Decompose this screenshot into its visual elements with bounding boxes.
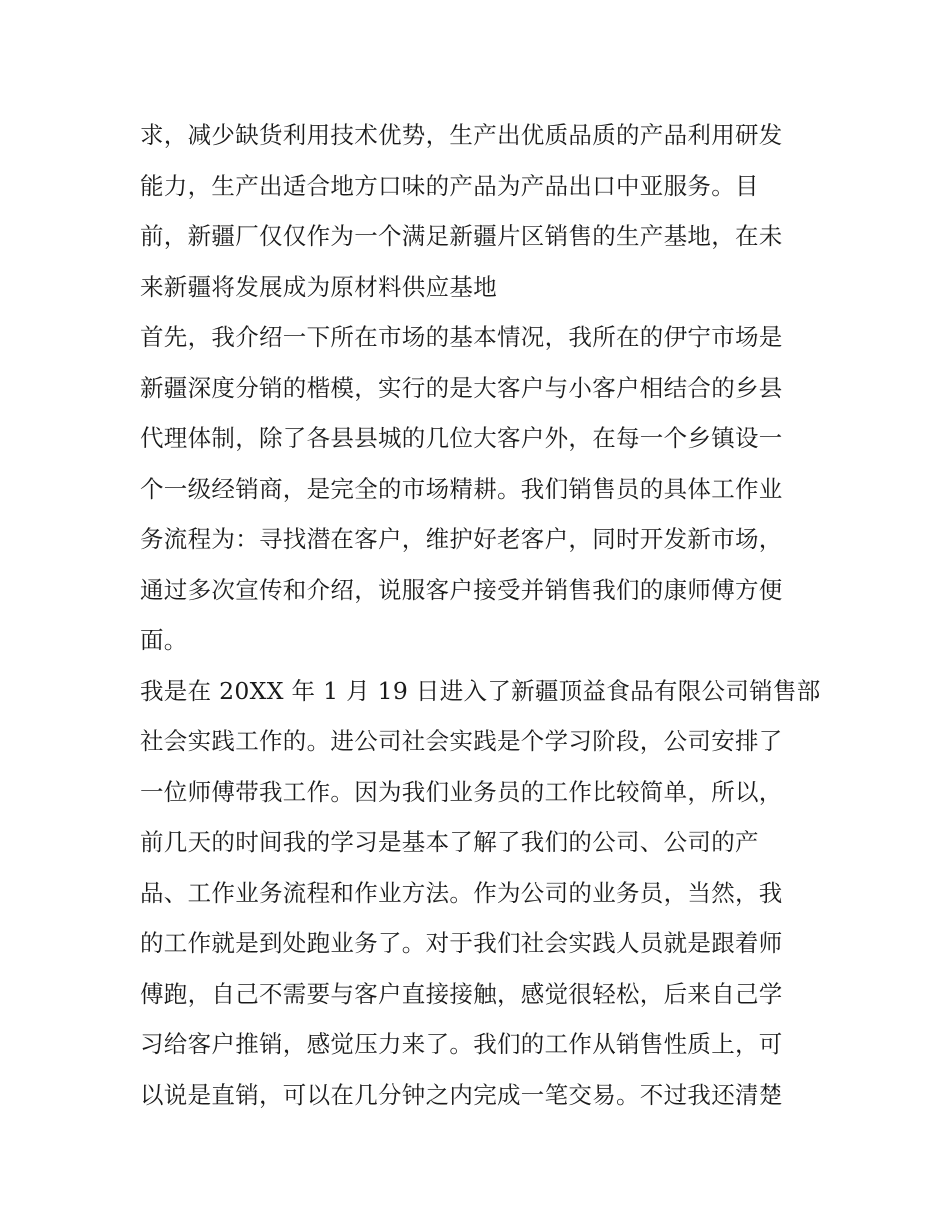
text-line: 个一级经销商，是完全的市场精耕。我们销售员的具体工作业 [140,474,783,503]
text-line: 新疆深度分销的楷模，实行的是大客户与小客户相结合的乡县 [140,373,783,402]
text-line: 前几天的时间我的学习是基本了解了我们的公司、公司的产 [140,828,759,856]
text-line: 通过多次宣传和介绍，说服客户接受并销售我们的康师傅方便 [140,575,783,604]
text-line: 前，新疆厂仅仅作为一个满足新疆片区销售的生产基地，在未 [140,222,783,250]
text-line: 一位师傅带我工作。因为我们业务员的工作比较简单，所以， [140,777,783,806]
text-line: 首先，我介绍一下所在市场的基本情况，我所在的伊宁市场是 [140,323,783,351]
text-line: 品、工作业务流程和作业方法。作为公司的业务员，当然，我 [140,878,783,907]
text-line: 社会实践工作的。进公司社会实践是个学习阶段，公司安排了 [140,727,783,755]
text-line: 习给客户推销，感觉压力来了。我们的工作从销售性质上，可 [140,1030,783,1058]
body-text [140,110,820,1120]
text-line: 能力，生产出适合地方口味的产品为产品出口中亚服务。目 [140,171,759,200]
text-line: 以说是直销，可以在几分钟之内完成一笔交易。不过我还清楚 [140,1080,783,1109]
text-line: 面。 [140,626,188,654]
text-line: 务流程为：寻找潜在客户，维护好老客户，同时开发新市场， [140,525,783,553]
text-line: 求，减少缺货利用技术优势，生产出优质品质的产品利用研发 [140,121,783,149]
text-line: 来新疆将发展成为原材料供应基地 [140,272,497,301]
text-line: 代理体制，除了各县县城的几位大客户外，在每一个乡镇设一 [140,424,783,452]
text-line: 我是在 20XX 年 1 月 19 日进入了新疆顶益食品有限公司销售部 [140,676,821,705]
text-line: 傅跑，自己不需要与客户直接接触，感觉很轻松，后来自己学 [140,979,783,1008]
text-line: 的工作就是到处跑业务了。对于我们社会实践人员就是跟着师 [140,929,783,957]
